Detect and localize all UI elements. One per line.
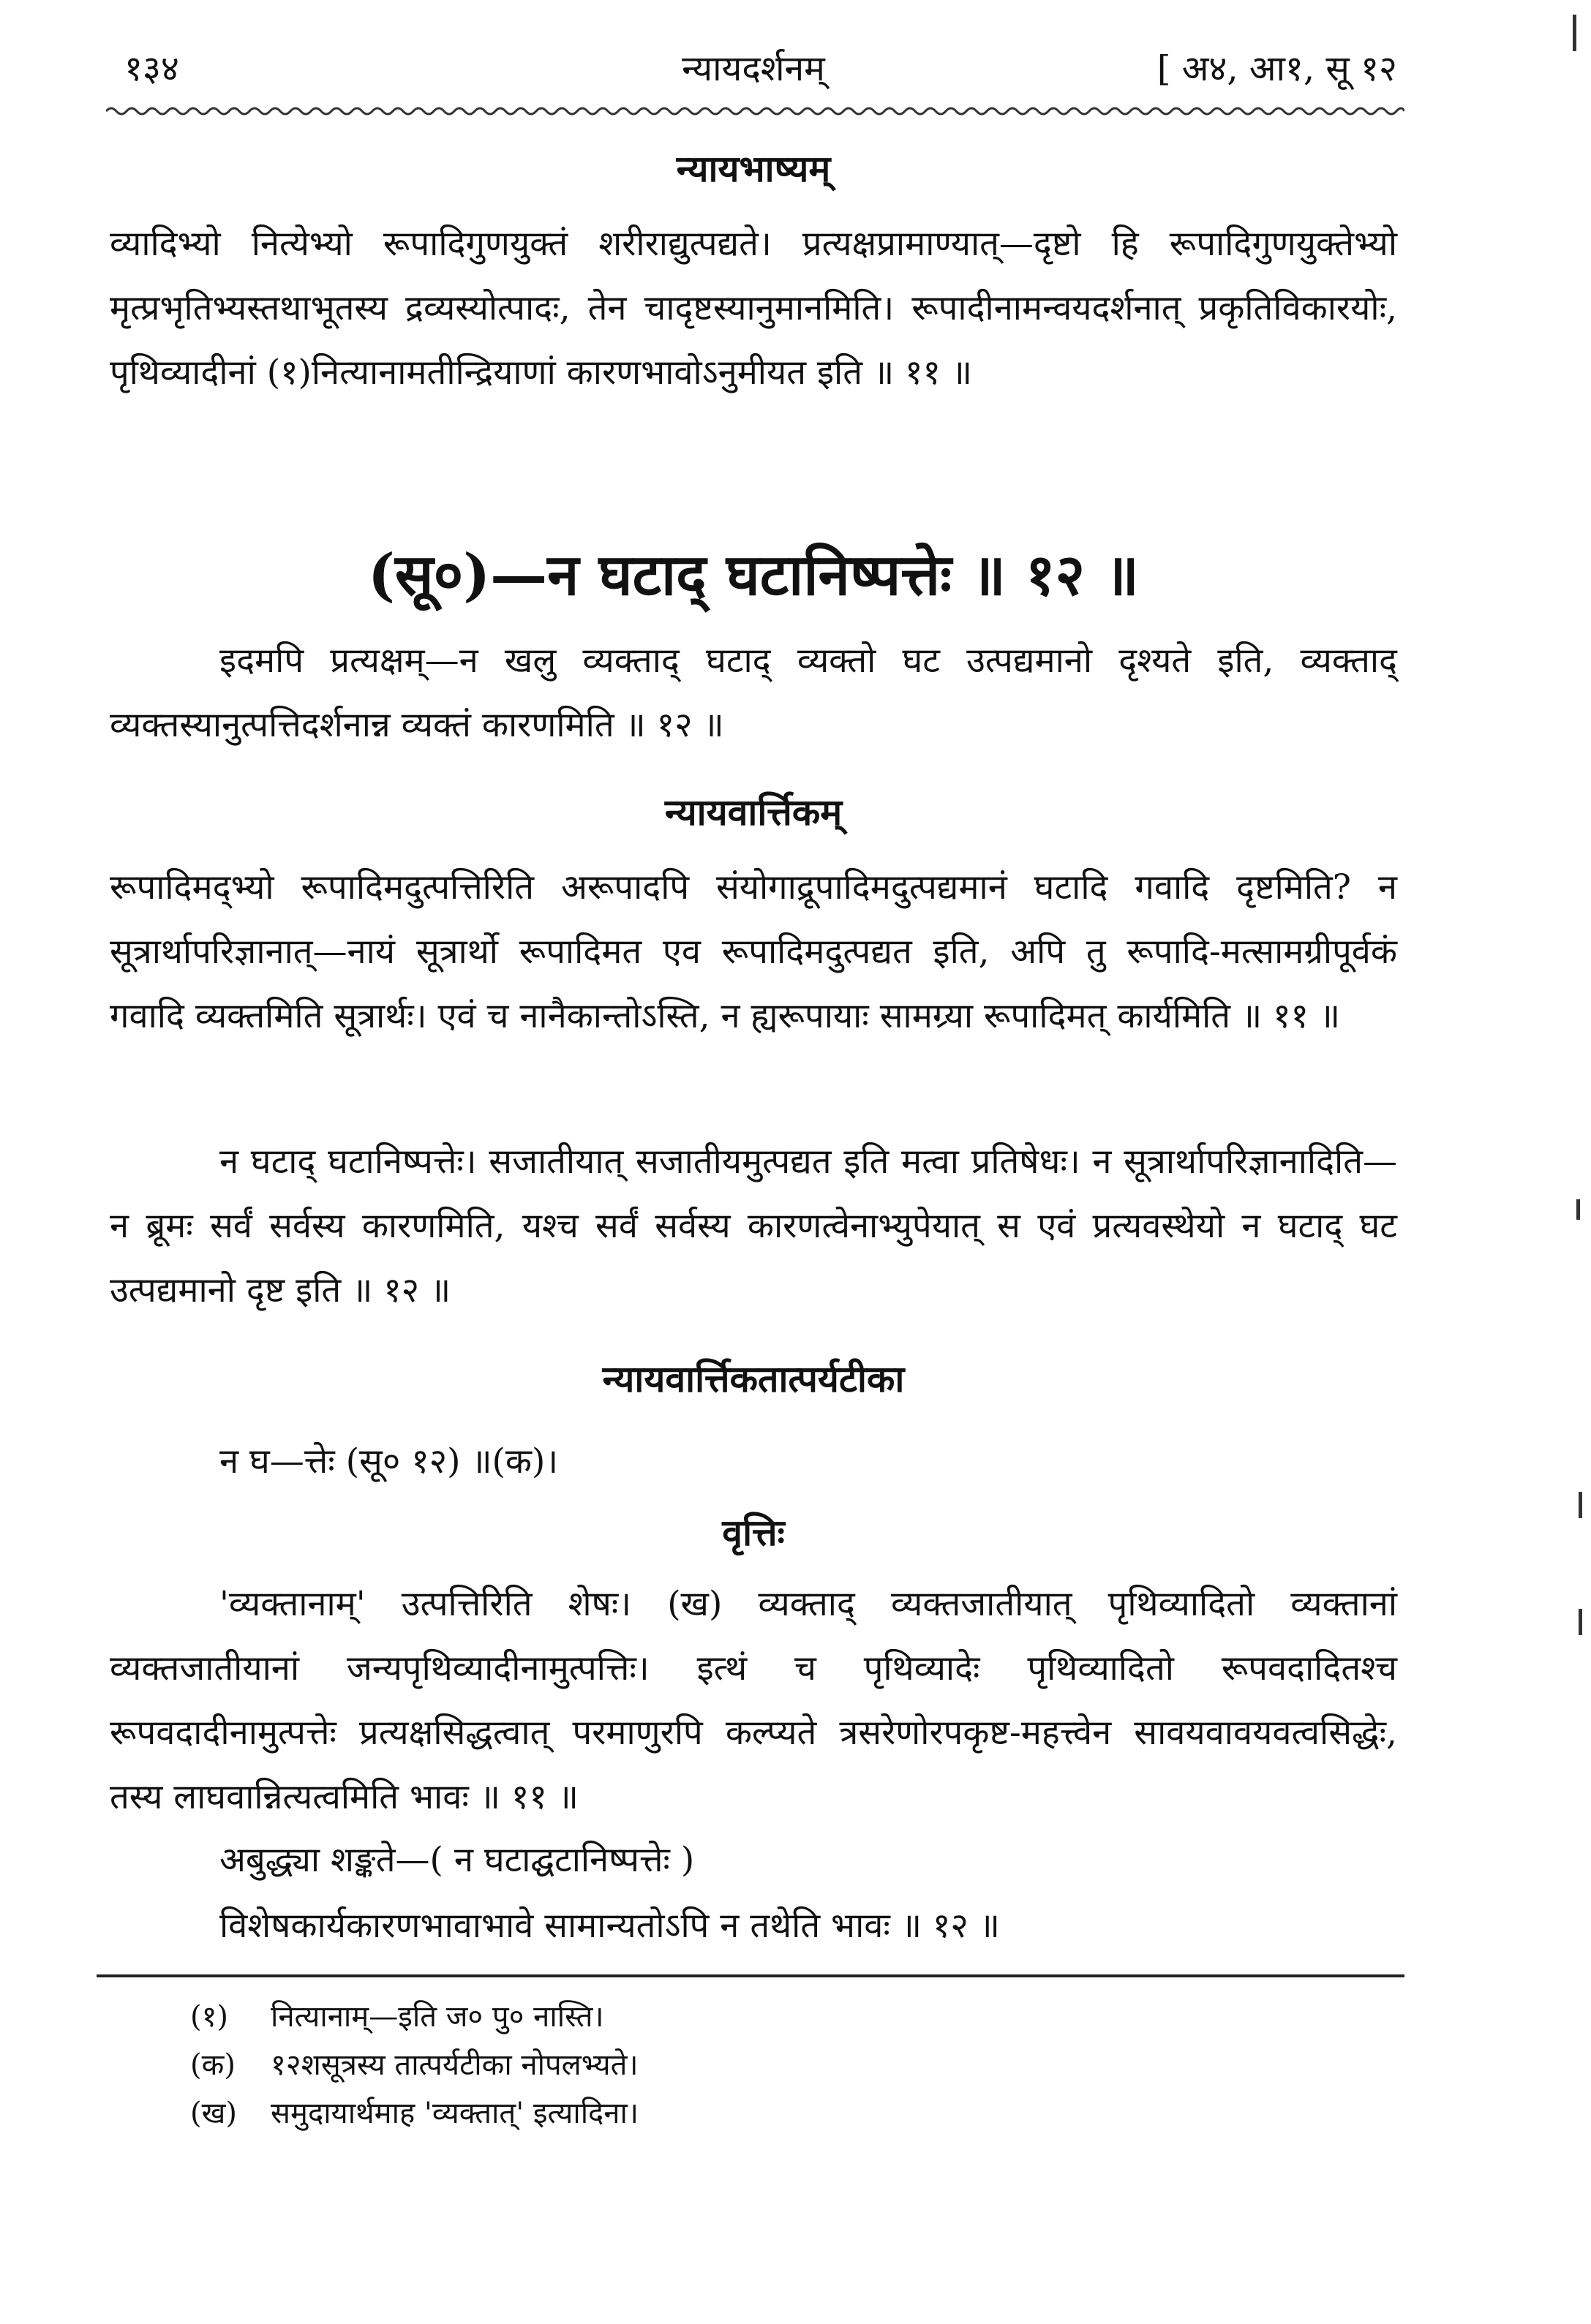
varttika-paragraph-1: रूपादिमद्भ्यो रूपादिमदुत्पत्तिरिति अरूपादपि संयोगाद्रूपादिमदुत्पद्यमानं घटादि गवादि दृष्टमिति? न सूत्रार्थापरिज्ञानात्—नायं सूत्रार्थो रूपादिमत एव रूपादिमदुत्पद्यत इति, अपि तु रूपादि-मत्सामग्रीपूर्वकं गवादि व्यक्तमिति सूत्रार्थः। एवं च नानैकान्तोऽस्ति, न ह्यरूपायाः सामग्र्या रूपादिमत् कार्यमिति ॥ ११ ॥ — [110, 867, 1397, 1036]
running-title: न्यायदर्शनम् — [682, 48, 825, 89]
running-header — [110, 37, 1397, 102]
footnotes — [190, 1993, 1361, 2138]
vritti-paragraph-1: 'व्यक्तानाम्' उत्पत्तिरिति शेषः। (ख) व्यक्ताद् व्यक्तजातीयात् पृथिव्यादितो व्यक्तानां व्यक्तजातीयानां जन्यपृथिव्यादीनामुत्पत्तिः। इत्थं च पृथिव्यादेः पृथिव्यादितो रूपवदादितश्च रूपवदादीनामुत्पत्तेः प्रत्यक्षसिद्धत्वात् परमाणुरपि कल्प्यते त्रसरेणोरपकृष्ट-महत्त्वेन सावयवावयवत्वसिद्धेः, तस्य लाघवान्नित्यत्वमिति भावः ॥ ११ ॥ — [110, 1584, 1397, 1817]
footnote-mark: (क) — [190, 2048, 236, 2082]
footnote-mark: (१) — [190, 2000, 229, 2034]
scan-edge-mark — [1573, 15, 1576, 51]
varttika-paragraph-2: न घटाद् घटानिष्पत्तेः। सजातीयात् सजातीयमुत्पद्यत इति मत्वा प्रतिषेधः। न सूत्रार्थापरिज्ञानादिति—न ब्रूमः सर्वं सर्वस्य कारणमिति, यश्च सर्वं सर्वस्य कारणत्वेनाभ्युपेयात् स एवं प्रत्यवस्थेयो न घटाद् घट उत्पद्यमानो दृष्ट इति ॥ १२ ॥ — [110, 1142, 1397, 1310]
page-number: १३४ — [124, 48, 179, 89]
chapter-reference: [ अ४, आ१, सू १२ — [1156, 48, 1397, 89]
footnote — [190, 2089, 1361, 2138]
sutra-bhashya-paragraph: इदमपि प्रत्यक्षम्—न खलु व्यक्ताद् घटाद् व्यक्तो घट उत्पद्यमानो दृश्यते इति, व्यक्ताद् व्यक्तस्यानुत्पत्तिदर्शनान्न व्यक्तं कारणमिति ॥ १२ ॥ — [110, 641, 1397, 745]
vritti-paragraph-2: अबुद्ध्या शङ्कते—( न घटाद्घटानिष्पत्तेः ) — [219, 1840, 695, 1880]
scan-edge-mark — [1579, 1609, 1582, 1635]
wavy-header-rule — [106, 102, 1404, 120]
footnote-divider — [97, 1974, 1404, 1977]
scan-edge-mark — [1576, 1199, 1580, 1220]
section-heading-tika: न्यायवार्त्तिकतात्पर्यटीका — [602, 1357, 905, 1400]
sutra-title: (सू०)—न घटाद् घटानिष्पत्तेः ॥ १२ ॥ — [368, 542, 1139, 608]
section-heading-varttika: न्यायवार्त्तिकम् — [664, 791, 843, 834]
tika-paragraph: न घ—त्तेः (सू० १२) ॥(क)। — [219, 1441, 559, 1482]
bhashya-paragraph: व्यादिभ्यो नित्येभ्यो रूपादिगुणयुक्तं शरीराद्युत्पद्यते। प्रत्यक्षप्रामाण्यात्—दृष्टो हि रूपादिगुणयुक्तेभ्यो मृत्प्रभृतिभ्यस्तथाभूतस्य द्रव्यस्योत्पादः, तेन चादृष्टस्यानुमानमिति। रूपादीनामन्वयदर्शनात् प्रकृतिविकारयोः, पृथिव्यादीनां (१)नित्यानामतीन्द्रियाणां कारणभावोऽनुमीयत इति ॥ ११ ॥ — [110, 224, 1397, 393]
footnote-text: नित्यानाम्—इति ज० पु० नास्ति। — [271, 2000, 604, 2034]
vritti-paragraph-3: विशेषकार्यकारणभावाभावे सामान्यतोऽपि न तथेति भावः ॥ १२ ॥ — [219, 1906, 1000, 1946]
footnote — [190, 2041, 1361, 2089]
footnote-text: समुदायार्थमाह 'व्यक्तात्' इत्यादिना। — [271, 2097, 639, 2130]
section-heading-vritti: वृत्तिः — [722, 1511, 785, 1554]
footnote — [190, 1993, 1361, 2041]
footnote-text: १२शसूत्रस्य तात्पर्यटीका नोपलभ्यते। — [271, 2048, 639, 2082]
scan-edge-mark — [1579, 1492, 1582, 1518]
section-heading-bhashya: न्यायभाष्यम् — [676, 147, 831, 190]
footnote-mark: (ख) — [190, 2097, 237, 2130]
